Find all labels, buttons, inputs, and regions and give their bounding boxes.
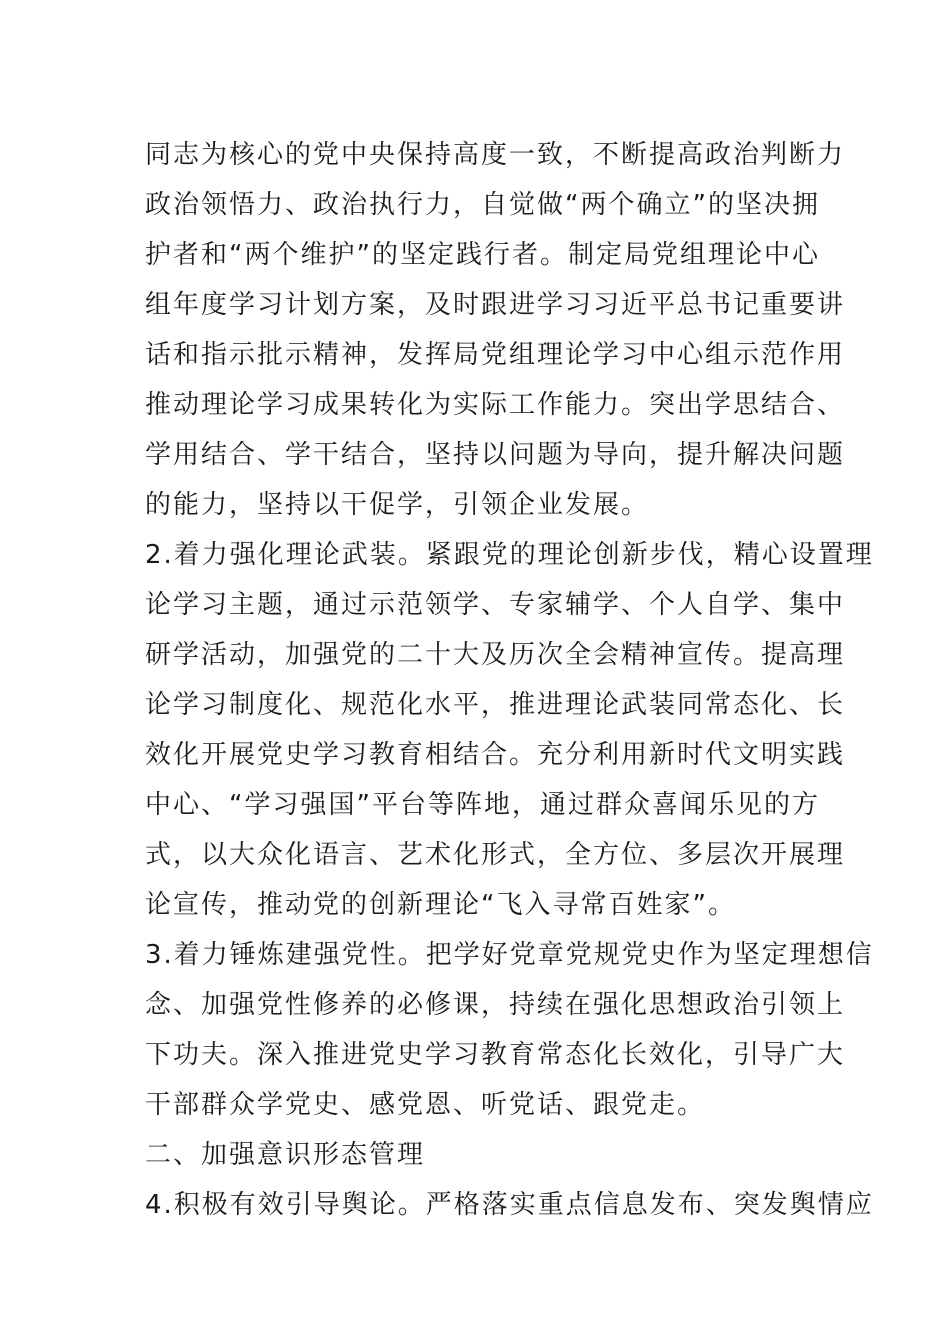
- text-line: 研学活动，加强党的二十大及历次全会精神宣传。提高理: [145, 640, 846, 670]
- section-heading-2: 二、加强意识形态管理: [145, 1140, 426, 1170]
- text-line: 的能力，坚持以干促学，引领企业发展。: [145, 490, 650, 520]
- text-line: 论宣传，推动党的创新理论“飞入寻常百姓家”。: [145, 890, 736, 920]
- text-line: 效化开展党史学习教育相结合。充分利用新时代文明实践: [145, 740, 846, 770]
- text-line: 式，以大众化语言、艺术化形式，全方位、多层次开展理: [145, 840, 846, 870]
- section-item-3-heading: 3.着力锤炼建强党性。把学好党章党规党史作为坚定理想信: [145, 940, 874, 970]
- text-line: 护者和“两个维护”的坚定践行者。制定局党组理论中心: [145, 240, 820, 270]
- section-item-4-heading: 4.积极有效引导舆论。严格落实重点信息发布、突发舆情应: [145, 1190, 874, 1220]
- text-line: 学用结合、学干结合，坚持以问题为导向，提升解决问题: [145, 440, 846, 470]
- text-line: 念、加强党性修养的必修课，持续在强化思想政治引领上: [145, 990, 846, 1020]
- document-body: [145, 130, 874, 1230]
- text-line: 政治领悟力、政治执行力，自觉做“两个确立”的坚决拥: [145, 190, 820, 220]
- text-line: 论学习主题，通过示范领学、专家辅学、个人自学、集中: [145, 590, 846, 620]
- text-line: 话和指示批示精神，发挥局党组理论学习中心组示范作用: [145, 340, 846, 370]
- text-line: 同志为核心的党中央保持高度一致，不断提高政治判断力: [145, 140, 846, 170]
- text-line: 论学习制度化、规范化水平，推进理论武装同常态化、长: [145, 690, 846, 720]
- text-line: 中心、“学习强国”平台等阵地，通过群众喜闻乐见的方: [145, 790, 820, 820]
- text-line: 下功夫。深入推进党史学习教育常态化长效化，引导广大: [145, 1040, 846, 1070]
- section-item-2-heading: 2.着力强化理论武装。紧跟党的理论创新步伐，精心设置理: [145, 540, 874, 570]
- text-line: 推动理论学习成果转化为实际工作能力。突出学思结合、: [145, 390, 846, 420]
- text-line: 组年度学习计划方案，及时跟进学习习近平总书记重要讲: [145, 290, 846, 320]
- text-line: 干部群众学党史、感党恩、听党话、跟党走。: [145, 1090, 706, 1120]
